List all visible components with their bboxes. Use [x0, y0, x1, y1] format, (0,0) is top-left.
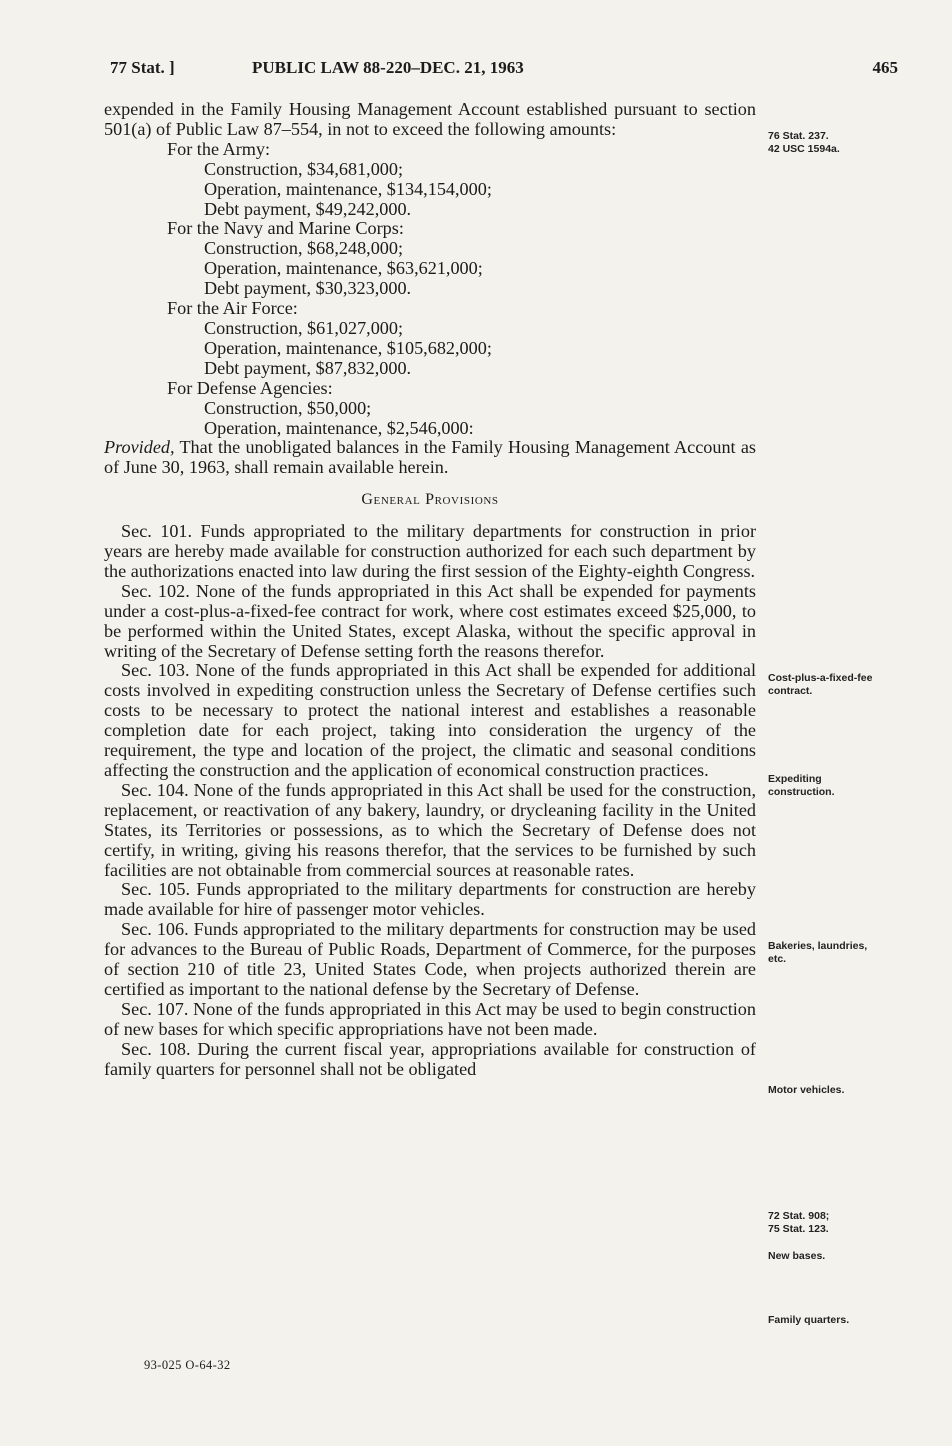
page-number: 465 [872, 58, 898, 77]
margin-stat-3: 75 Stat. 123. [768, 1223, 829, 1235]
margin-stat-2: 72 Stat. 908; [768, 1210, 830, 1222]
margin-note-family-quarters: Family quarters. [768, 1314, 850, 1326]
page-footer: 93-025 O-64-32 [144, 1358, 231, 1372]
section-102: Sec. 102. None of the funds appropriated in this Act shall be expended for payments under a cost-plus-a-fixed-fee contract for work, where cost estimates exceed $25,000, to be performed within the United States, except Alaska, without the specific approval in writing of the Secretary of Defense setting forth the reasons therefor. [104, 580, 756, 661]
statute-volume: 77 Stat. ] [110, 58, 175, 77]
airforce-construction: Construction, $61,027,000; [204, 317, 404, 338]
margin-stat-1: 76 Stat. 237. [768, 130, 829, 142]
section-106: Sec. 106. Funds appropriated to the military departments for construction may be used for advances to the Bureau of Public Roads, Department of Commerce, for the purposes of section 210 of title 23, United States Code, when projects authorized therein are certified as important to the national defense by the Secretary of Defense. [104, 919, 756, 999]
margin-usc-1: 42 USC 1594a. [768, 143, 840, 155]
section-105: Sec. 105. Funds appropriated to the military departments for construction are hereby made available for hire of passenger motor vehicles. [104, 879, 756, 920]
section-103: Sec. 103. None of the funds appropriated in this Act shall be expended for additional costs involved in expediting construction unless the Secretary of Defense certifies such costs to be necessary to protect the national interest and establishes a reasonable completion date for each project, taking into consideration the urgency of the requirement, the type and location of the project, the climatic and seasonal conditions affecting the construction and the application of economical construction practices. [104, 660, 756, 780]
proviso-paragraph [104, 438, 756, 478]
defense-label: For Defense Agencies: [167, 377, 333, 398]
section-107: Sec. 107. None of the funds appropriated in this Act may be used to begin construction of new bases for which specific appropriations have not been made. [104, 998, 756, 1039]
margin-note-stat-237 [768, 130, 918, 156]
airforce-debt: Debt payment, $87,832,000. [204, 357, 412, 378]
army-operation: Operation, maintenance, $134,154,000; [204, 178, 492, 199]
section-108: Sec. 108. During the current fiscal year, appropriations available for construction of family quarters for personnel shall not be obligated [104, 1038, 756, 1079]
airforce-label: For the Air Force: [167, 298, 298, 319]
navy-operation: Operation, maintenance, $63,621,000; [204, 258, 483, 279]
law-title: PUBLIC LAW 88-220–DEC. 21, 1963 [252, 58, 524, 77]
navy-label: For the Navy and Marine Corps: [167, 218, 404, 239]
margin-note-cost-plus: Cost-plus-a-fixed-fee contract. [768, 672, 873, 697]
army-label: For the Army: [167, 138, 271, 159]
defense-operation: Operation, maintenance, $2,546,000: [204, 417, 474, 438]
defense-construction: Construction, $50,000; [204, 397, 372, 418]
margin-note-new-bases: New bases. [768, 1250, 826, 1262]
navy-construction: Construction, $68,248,000; [204, 238, 404, 259]
army-construction: Construction, $34,681,000; [204, 158, 404, 179]
margin-note-stat-908 [768, 1210, 918, 1236]
main-text [104, 100, 756, 1080]
margin-note-bakeries: Bakeries, laundries, etc. [768, 940, 868, 965]
airforce-operation: Operation, maintenance, $105,682,000; [204, 337, 492, 358]
margin-note-expediting: Expediting construction. [768, 773, 835, 798]
margin-note-motor-vehicles: Motor vehicles. [768, 1084, 845, 1096]
navy-debt: Debt payment, $30,323,000. [204, 278, 412, 299]
army-debt: Debt payment, $49,242,000. [204, 198, 412, 219]
proviso-text: That the unobligated balances in the Family Housing Management Account as of June 30, 1963, shall remain available herein. [104, 437, 756, 478]
section-104: Sec. 104. None of the funds appropriated in this Act shall be used for the construction, replacement, or reactivation of any bakery, laundry, or drycleaning facility in the United States, its Territories or possessions, as to which the Secretary of Defense does not certify, in writing, giving his reasons therefor, that the services to be furnished by such facilities are not obtainable from commercial sources at reasonable rates. [104, 779, 756, 880]
section-101: Sec. 101. Funds appropriated to the military departments for construction in prior years are hereby made available for construction authorized for each such department by the authorizations enacted into law during the first session of the Eighty-eighth Congress. [104, 521, 756, 581]
proviso-italic: Provided, [104, 437, 175, 458]
page-header [110, 58, 900, 82]
intro-paragraph: expended in the Family Housing Management Account established pursuant to section 501(a) of Public Law 87–554, in not to exceed the following amounts: [104, 99, 756, 139]
general-provisions-heading: General Provisions [361, 491, 499, 509]
